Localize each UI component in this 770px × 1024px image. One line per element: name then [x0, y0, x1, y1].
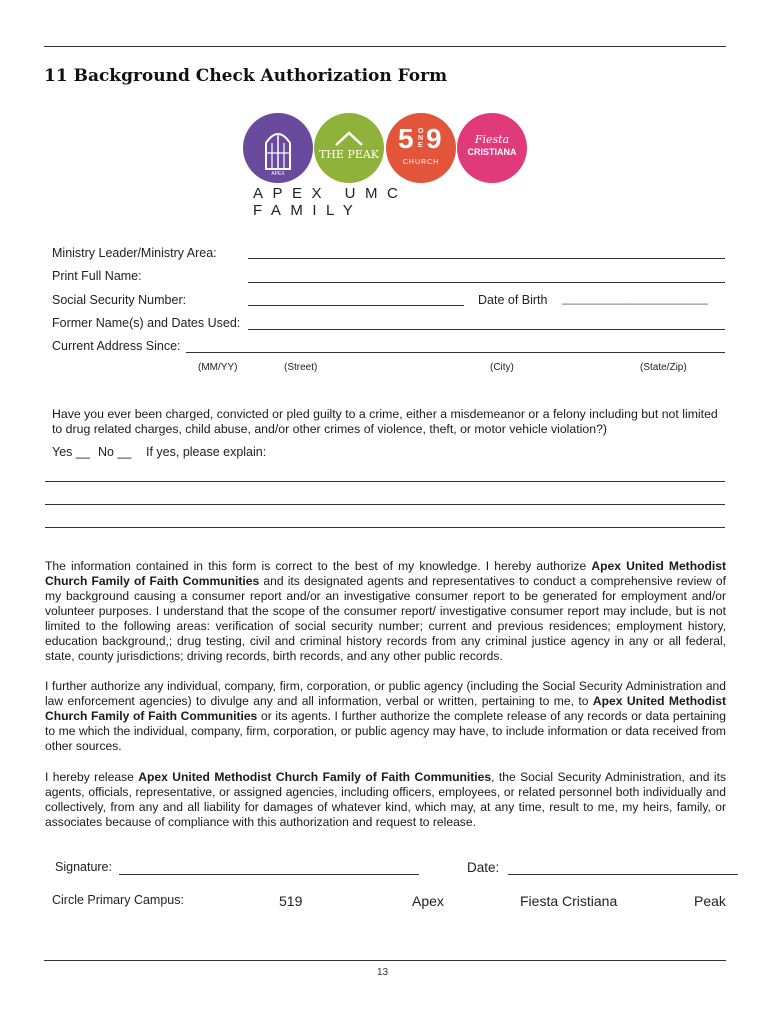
fiesta-logo-circle	[457, 113, 527, 183]
date-label: Date:	[467, 860, 500, 875]
yes-option[interactable]: Yes __	[52, 445, 90, 459]
former-names-label: Former Name(s) and Dates Used:	[52, 316, 241, 330]
519-logo-five: 5	[398, 123, 414, 154]
no-option[interactable]: No __	[98, 445, 132, 459]
top-rule	[44, 46, 726, 47]
print-name-label: Print Full Name:	[52, 269, 142, 283]
release-paragraph: I hereby release Apex United Methodist Church Family of Faith Communities, the Social Security Administration, and its agents, officials, representative, or assigned agencies, including officers, employees, or related personnel both individually and collectively, from any and all liability for damages of whatever kind, which may, at any time, result to me, my heirs, family, or associates because of compliance with this authorization and request to release.	[45, 770, 726, 829]
explain-line-2[interactable]	[45, 504, 725, 505]
criminal-history-question: Have you ever been charged, convicted or pled guilty to a crime, either a misdemeanor or a felony including but not limited to drug related charges, child abuse, and/or other crimes of violence, theft, or motor vehicle violation?)	[52, 407, 718, 436]
authorization-paragraph: The information contained in this form is correct to the best of my knowledge. I hereby authorize Apex United Methodist Church Family of Faith Communities and its designated agents and representatives to conduct a comprehensive review of my background causing a consumer report and/or an investigative consumer report to be generated for employment and/or volunteer purposes. I understand that the scope of the consumer report/ investigative consumer report may include, but is not limited to the following areas: verification of social security number; current and previous residences; employment history, education background,; drug testing, civil and criminal history records from any criminal justice agency in any or all federal, state, county jurisdictions; driving records, birth records, and any other public records.	[45, 559, 726, 663]
campus-option-fiesta[interactable]: Fiesta Cristiana	[520, 893, 618, 909]
city-sublabel: (City)	[490, 362, 514, 373]
ssn-label: Social Security Number:	[52, 293, 187, 307]
current-address-field[interactable]	[186, 352, 725, 353]
519-logo-one: ONE	[418, 128, 424, 149]
statezip-sublabel: (State/Zip)	[640, 362, 687, 373]
ministry-leader-label: Ministry Leader/Ministry Area:	[52, 246, 217, 260]
explain-label: If yes, please explain:	[146, 445, 267, 459]
519-logo-nine: 9	[426, 123, 442, 154]
explain-line-1[interactable]	[45, 481, 725, 482]
peak-logo-label: THE PEAK	[318, 148, 380, 161]
campus-option-519[interactable]: 519	[279, 893, 303, 909]
519-logo-church: CHURCH	[402, 159, 440, 166]
campus-option-peak[interactable]: Peak	[694, 893, 726, 909]
print-name-field[interactable]	[248, 282, 725, 283]
signature-label: Signature:	[55, 860, 112, 874]
former-names-field[interactable]	[248, 329, 725, 330]
apex-logo-circle	[243, 113, 313, 183]
ministry-leader-field[interactable]	[248, 258, 725, 259]
fiesta-logo-script: Fiesta	[474, 133, 510, 146]
519-logo-circle	[386, 113, 456, 183]
apex-logo-label: APEX	[271, 171, 285, 177]
apex-umc-family-text: APEX UMC FAMILY	[253, 185, 408, 219]
campus-option-apex[interactable]: Apex	[412, 893, 444, 909]
campus-label: Circle Primary Campus:	[52, 893, 184, 907]
further-authorization-paragraph: I further authorize any individual, company, firm, corporation, or public agency (including the Social Security Administration and law enforcement agencies) to divulge any and all information, verbal or written, pertaining to me, to Apex United Methodist Church Family of Faith Communities or its agents. I further authorize the complete release of any records or data pertaining to me which the individual, company, firm, corporation, or public agency may have, to include information or data received from other sources.	[45, 679, 726, 753]
current-address-label: Current Address Since:	[52, 339, 181, 353]
dob-field[interactable]: _____________________	[562, 291, 708, 305]
date-field[interactable]	[508, 874, 738, 875]
signature-field[interactable]	[119, 874, 419, 875]
fiesta-logo-cristiana: CRISTIANA	[467, 147, 517, 157]
street-sublabel: (Street)	[284, 362, 318, 373]
page-number: 13	[377, 967, 389, 978]
dob-label: Date of Birth	[478, 293, 548, 307]
explain-line-3[interactable]	[45, 527, 725, 528]
ssn-field[interactable]	[248, 305, 464, 306]
footer-rule	[44, 960, 726, 961]
peak-logo-circle	[314, 113, 384, 183]
mmyy-sublabel: (MM/YY)	[198, 362, 238, 373]
page-title: 11 Background Check Authorization Form	[44, 66, 448, 86]
